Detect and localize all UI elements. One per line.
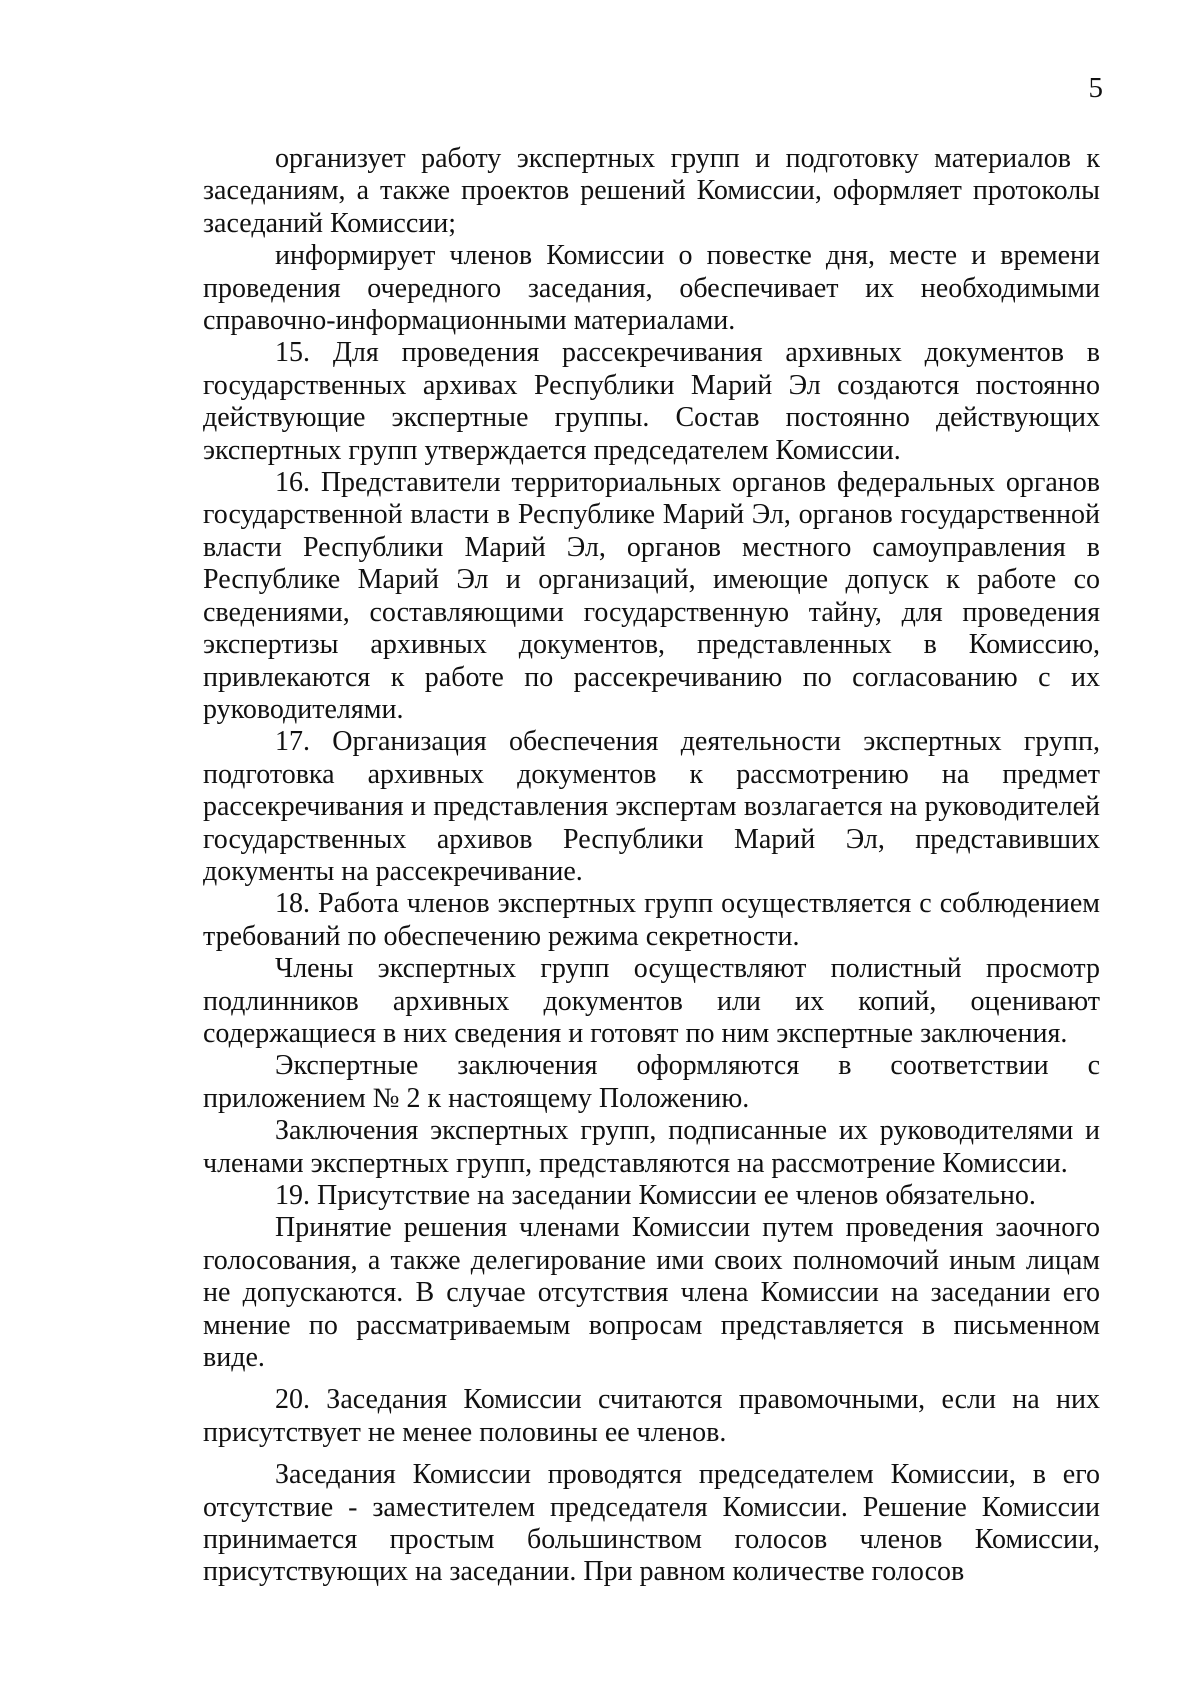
paragraph-18-members: Члены экспертных групп осуществляют полистный просмотр подлинников архивных документов или их копий, оценивают содержащиеся в них сведения и готовят по ним экспертные заключения. [203,953,1100,1049]
paragraph-19-voting: Принятие решения членами Комиссии путем проведения заочного голосования, а также делегирование ими своих полномочий иным лицам не допускаются. В случае отсутствия члена Комиссии на заседании его мнение по рассматриваемым вопросам представляется в письменном виде. [203,1212,1100,1374]
paragraph-18: 18. Работа членов экспертных групп осуществляется с соблюдением требований по обеспечению режима секретности. [203,888,1100,952]
paragraph-secretary-duties-1: организует работу экспертных групп и подготовку материалов к заседаниям, а также проектов решений Комиссии, оформляет протоколы заседаний Комиссии; [203,143,1100,239]
paragraph-20-meetings: Заседания Комиссии проводятся председателем Комиссии, в его отсутствие - заместителем председателя Комиссии. Решение Комиссии принимается простым большинством голосов членов Комиссии, присутствующих на заседании. При равном количестве голосов [203,1459,1100,1588]
paragraph-secretary-duties-2: информирует членов Комиссии о повестке дня, месте и времени проведения очередного заседания, обеспечивает их необходимыми справочно-информационными материалами. [203,240,1100,337]
paragraph-20: 20. Заседания Комиссии считаются правомочными, если на них присутствует не менее половины ее членов. [203,1384,1100,1448]
document-body [203,143,1100,1589]
page-number: 5 [1088,72,1103,104]
paragraph-17: 17. Организация обеспечения деятельности экспертных групп, подготовка архивных документов к рассмотрению на предмет рассекречивания и представления экспертам возлагается на руководителей государственных архивов Республики Марий Эл, представивших документы на рассекречивание. [203,726,1100,887]
paragraph-18-conclusions-format: Экспертные заключения оформляются в соответствии с приложением № 2 к настоящему Положению. [203,1050,1100,1114]
paragraph-16: 16. Представители территориальных органов федеральных органов государственной власти в Республике Марий Эл, органов государственной власти Республики Марий Эл, органов местного самоуправления в Республике Марий Эл и организаций, имеющие допуск к работе со сведениями, составляющими государственную тайну, для проведения экспертизы архивных документов, представленных в Комиссию, привлекаются к работе по рассекречиванию по согласованию с их руководителями. [203,467,1100,725]
paragraph-15: 15. Для проведения рассекречивания архивных документов в государственных архивах Республики Марий Эл создаются постоянно действующие экспертные группы. Состав постоянно действующих экспертных групп утверждается председателем Комиссии. [203,337,1100,466]
paragraph-18-conclusions-submission: Заключения экспертных групп, подписанные их руководителями и членами экспертных групп, представляются на рассмотрение Комиссии. [203,1115,1100,1179]
paragraph-19: 19. Присутствие на заседании Комиссии ее членов обязательно. [275,1180,1036,1211]
